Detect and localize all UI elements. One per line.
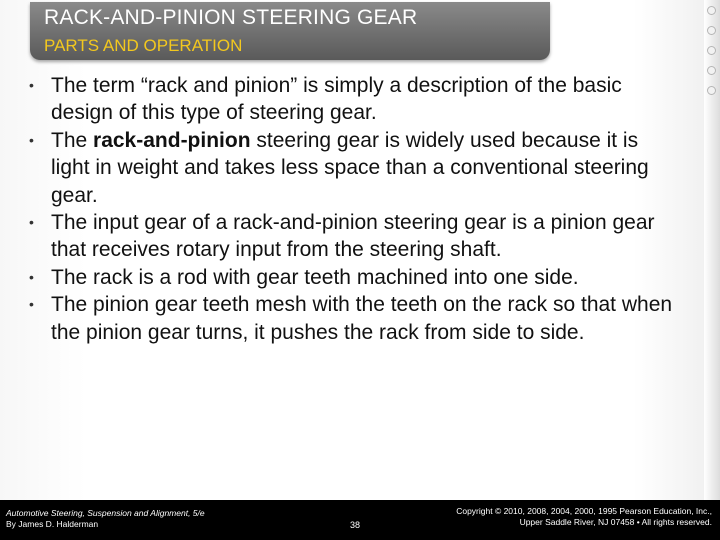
bullet-list <box>0 72 700 346</box>
bullet-dot-icon: • <box>29 131 34 148</box>
rail-dot-icon <box>707 46 716 55</box>
bullet-text: The rack is a rod with gear teeth machined into one side. <box>51 265 579 289</box>
bullet-item <box>0 264 700 291</box>
rail-dot-icon <box>707 86 716 95</box>
bullet-text: The term “rack and pinion” is simply a description of the basic design of this type of steering gear. <box>51 74 622 125</box>
bullet-item <box>0 291 700 346</box>
bullet-emphasis: rack-and-pinion <box>93 128 251 152</box>
copyright-line-1: Copyright © 2010, 2008, 2004, 2000, 1995 Pearson Education, Inc., <box>456 506 712 516</box>
bullet-dot-icon: • <box>29 268 34 285</box>
bullet-text: The <box>51 128 94 152</box>
slide-subtitle: PARTS AND OPERATION <box>44 36 243 55</box>
footer-book-info <box>6 508 205 530</box>
page-number: 38 <box>350 520 361 530</box>
copyright-line-2: Upper Saddle River, NJ 07458 • All rights reserved. <box>519 517 712 527</box>
footer-author: By James D. Halderman <box>6 519 99 529</box>
bullet-item <box>0 127 700 209</box>
bullet-dot-icon: • <box>29 77 34 93</box>
bullet-item <box>0 72 700 127</box>
rail-dot-icon <box>707 6 716 15</box>
footer-bar <box>0 500 720 540</box>
bullet-text: The input gear of a rack-and-pinion steering gear is a pinion gear that receives rotary input from the steering shaft. <box>51 211 655 262</box>
bullet-text: The pinion gear teeth mesh with the teeth on the rack so that when the pinion gear turns, it pushes the rack from side to side. <box>51 293 673 344</box>
decorative-side-rail <box>704 0 720 500</box>
bullet-dot-icon: • <box>29 214 34 231</box>
footer-book-title: Automotive Steering, Suspension and Alignment, 5/e <box>6 508 205 518</box>
slide-title: RACK-AND-PINION STEERING GEAR <box>44 6 418 29</box>
bullet-text: steering gear is widely used because it is light in weight and takes less space than a conventional steering gear. <box>51 128 649 207</box>
bullet-dot-icon: • <box>29 296 34 313</box>
rail-dot-icon <box>707 26 716 35</box>
bullet-item <box>0 209 700 264</box>
footer-copyright <box>456 506 712 528</box>
rail-dot-icon <box>707 66 716 75</box>
